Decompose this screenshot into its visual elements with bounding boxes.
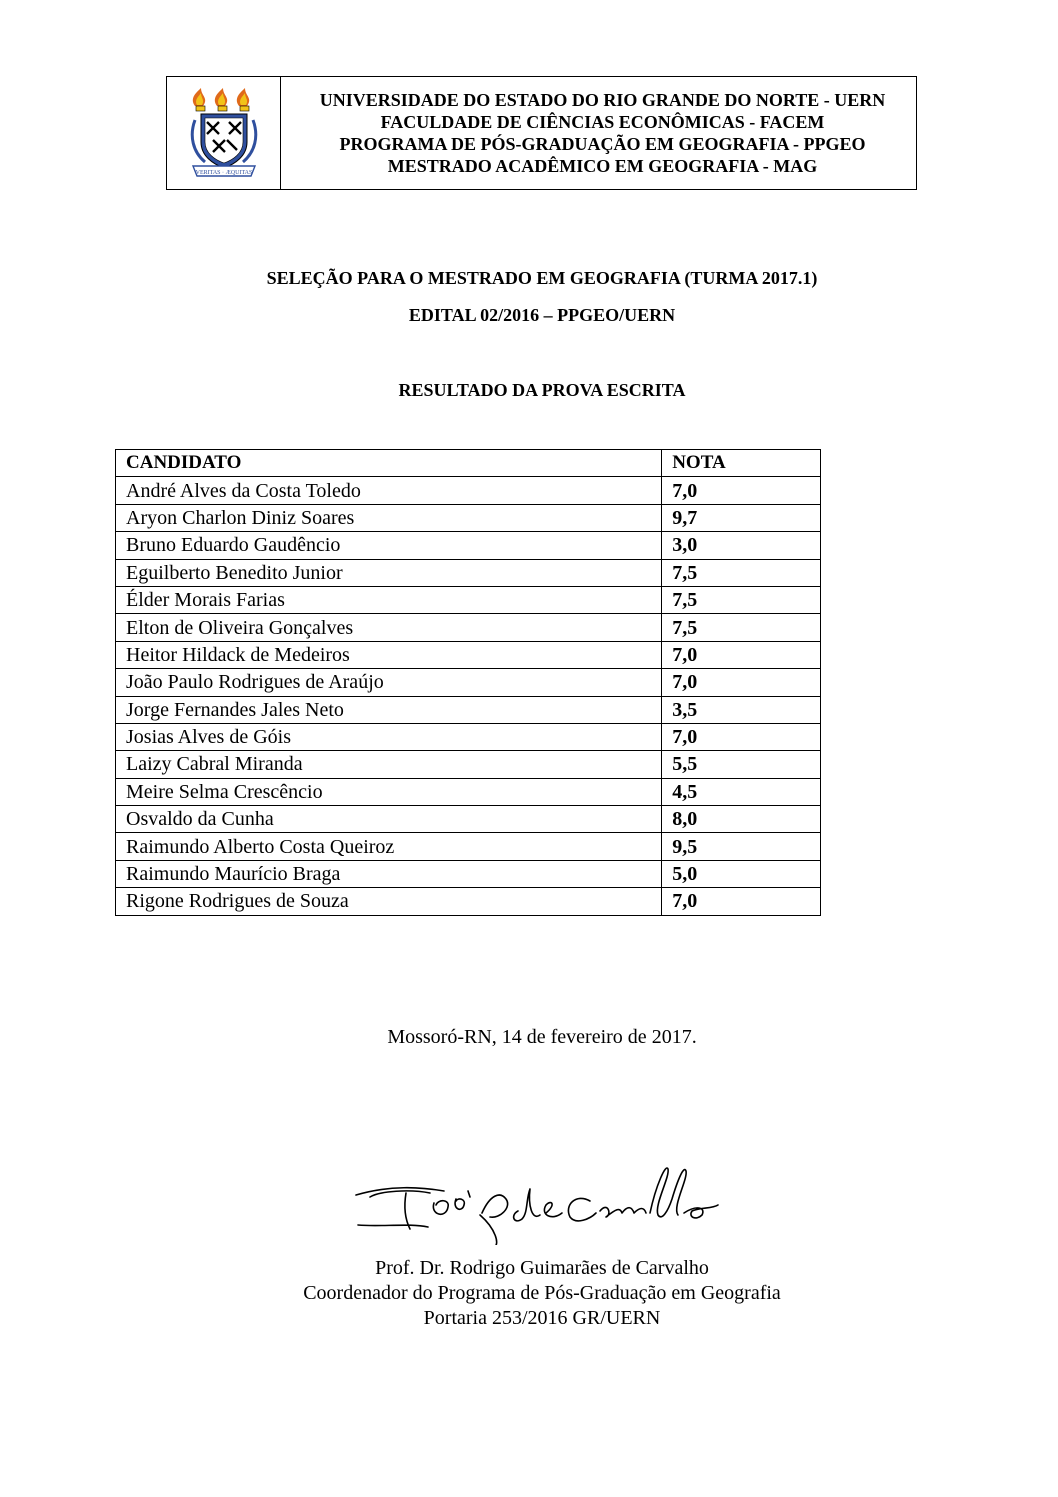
signatory-name: Prof. Dr. Rodrigo Guimarães de Carvalho: [375, 1257, 709, 1279]
table-row: [116, 532, 821, 559]
candidate-grade: 4,5: [662, 778, 821, 805]
candidate-grade: 5,0: [662, 860, 821, 887]
handwritten-signature-icon: [350, 1155, 730, 1245]
candidate-grade: 7,0: [662, 477, 821, 504]
candidate-grade: 7,5: [662, 586, 821, 613]
place-date: Mossoró-RN, 14 de fevereiro de 2017.: [387, 1026, 697, 1048]
candidate-name: Jorge Fernandes Jales Neto: [116, 696, 662, 723]
candidate-name: Heitor Hildack de Medeiros: [116, 641, 662, 668]
candidate-name: Raimundo Alberto Costa Queiroz: [116, 833, 662, 860]
results-table: [115, 449, 821, 916]
signatory-ordinance: Portaria 253/2016 GR/UERN: [423, 1307, 661, 1329]
candidate-name: Eguilberto Benedito Junior: [116, 559, 662, 586]
university-name: UNIVERSIDADE DO ESTADO DO RIO GRANDE DO NORTE - UERN: [319, 90, 886, 110]
table-row: [116, 806, 821, 833]
table-row: [116, 751, 821, 778]
program-name: PROGRAMA DE PÓS-GRADUAÇÃO EM GEOGRAFIA - PPGEO: [339, 134, 866, 154]
candidate-name: Elton de Oliveira Gonçalves: [116, 614, 662, 641]
table-row: [116, 833, 821, 860]
signatory-role: Coordenador do Programa de Pós-Graduação em Geografia: [303, 1282, 781, 1304]
candidate-name: Josias Alves de Góis: [116, 723, 662, 750]
table-row: [116, 477, 821, 504]
torch-flames-icon: [192, 88, 248, 111]
table-row: [116, 641, 821, 668]
table-row: [116, 696, 821, 723]
table-row: [116, 778, 821, 805]
candidate-name: Bruno Eduardo Gaudêncio: [116, 532, 662, 559]
faculty-name: FACULDADE DE CIÊNCIAS ECONÔMICAS - FACEM: [380, 112, 825, 132]
table-row: [116, 723, 821, 750]
candidate-name: Raimundo Maurício Braga: [116, 860, 662, 887]
candidate-name: Meire Selma Crescêncio: [116, 778, 662, 805]
selection-title: SELEÇÃO PARA O MESTRADO EM GEOGRAFIA (TURMA 2017.1): [266, 268, 818, 288]
header-grade: NOTA: [662, 450, 821, 477]
institution-name-block: [281, 77, 916, 189]
header-candidate: CANDIDATO: [116, 450, 662, 477]
candidate-grade: 3,0: [662, 532, 821, 559]
candidate-grade: 5,5: [662, 751, 821, 778]
candidate-name: Laizy Cabral Miranda: [116, 751, 662, 778]
seal-caption: VERITAS · ÆQUITAS: [195, 170, 252, 176]
institution-header: [166, 76, 917, 190]
candidate-name: Osvaldo da Cunha: [116, 806, 662, 833]
logo-cell: [167, 77, 281, 189]
table-row: [116, 559, 821, 586]
candidate-name: Élder Morais Farias: [116, 586, 662, 613]
university-seal-logo: [179, 86, 269, 180]
table-row: [116, 860, 821, 887]
candidate-name: André Alves da Costa Toledo: [116, 477, 662, 504]
candidate-name: Aryon Charlon Diniz Soares: [116, 504, 662, 531]
table-row: [116, 586, 821, 613]
table-row: [116, 504, 821, 531]
candidate-grade: 7,0: [662, 888, 821, 915]
candidate-grade: 7,0: [662, 641, 821, 668]
candidate-grade: 7,0: [662, 669, 821, 696]
candidate-grade: 7,0: [662, 723, 821, 750]
candidate-grade: 8,0: [662, 806, 821, 833]
candidate-grade: 9,5: [662, 833, 821, 860]
table-row: [116, 614, 821, 641]
table-header-row: [116, 450, 821, 477]
candidate-grade: 3,5: [662, 696, 821, 723]
table-row: [116, 669, 821, 696]
candidate-name: Rigone Rodrigues de Souza: [116, 888, 662, 915]
degree-name: MESTRADO ACADÊMICO EM GEOGRAFIA - MAG: [387, 156, 818, 176]
result-title: RESULTADO DA PROVA ESCRITA: [398, 380, 686, 400]
candidate-grade: 7,5: [662, 559, 821, 586]
signature-block: [0, 1256, 1058, 1331]
candidate-name: João Paulo Rodrigues de Araújo: [116, 669, 662, 696]
edital-title: EDITAL 02/2016 – PPGEO/UERN: [408, 305, 676, 325]
table-row: [116, 888, 821, 915]
candidate-grade: 7,5: [662, 614, 821, 641]
candidate-grade: 9,7: [662, 504, 821, 531]
